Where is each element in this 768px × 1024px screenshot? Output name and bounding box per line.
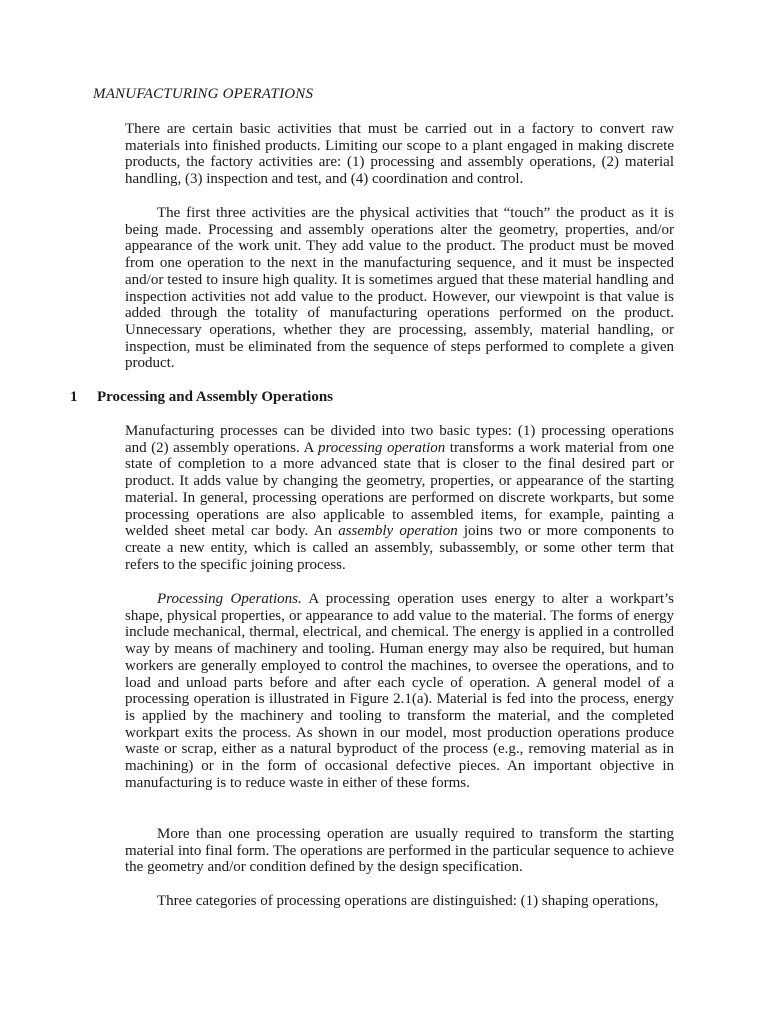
p4-body: A processing operation uses energy to alter a workpart’s shape, physical properties, or appearance to add value to the material. The forms of energy include mechanical, thermal, electrical, and chemical. The energy is applied in a controlled way by means of machinery and tooling. Human energy may also be required, but human workers are generally employed to control the machines, to oversee the operations, and to load and unload parts before and after each cycle of operation. A general model of a processing operation is illustrated in Figure 2.1(a). Material is fed into the process, energy is applied by the machinery and tooling to transform the material, and the completed workpart exits the process. As shown in our model, most production operations produce waste or scrap, either as a natural byproduct of the process (e.g., removing material as in machining) or in the form of occasional defective pieces. An important objective in manufacturing is to reduce waste in either of these forms. xyxy=(125,591,674,791)
section-number: 1 xyxy=(70,389,78,405)
paragraph-sequence: More than one processing operation are usually required to transform the starting material into final form. The operations are performed in the particular sequence to achieve the geometry and/or condition defined by the design specification. xyxy=(125,826,674,876)
section-heading xyxy=(70,389,333,406)
p3-text-3: joins two or more components to create a new entity, which is called an assembly, subassembly, or some other term that refers to the specific joining process. xyxy=(125,523,674,573)
p3-text-2: transforms a work material from one state of completion to a more advanced state that is closer to the final desired part or product. It adds value by changing the geometry, properties, or appearance of the starting material. In general, processing operations are performed on discrete workparts, but some processing operations are also applicable to assembled items, for example, painting a welded sheet metal car body. An xyxy=(125,439,674,540)
paragraph-categories: Three categories of processing operations are distinguished: (1) shaping operations, xyxy=(157,893,659,909)
paragraph-processing-operations xyxy=(125,591,674,791)
paragraph-processing-assembly xyxy=(125,423,674,573)
run-in-heading-processing-operations: Processing Operations. xyxy=(157,591,302,607)
section-title: Processing and Assembly Operations xyxy=(97,389,333,405)
intro-paragraph-2: The first three activities are the physical activities that “touch” the product as it is being made. Processing and assembly operations alter the geometry, properties, and/or appearance of the work unit. They add value to the product. The product must be moved from one operation to the next in the manufacturing sequence, and it must be inspected and/or tested to insure high quality. It is sometimes argued that these material handling and inspection activities not add value to the product. However, our viewpoint is that value is added through the totality of manufacturing operations performed on the product. Unnecessary operations, whether they are processing, assembly, material handling, or inspection, must be eliminated from the sequence of steps performed to complete a given product. xyxy=(125,205,674,372)
intro-paragraph-1: There are certain basic activities that must be carried out in a factory to convert raw materials into finished products. Limiting our scope to a plant engaged in making discrete products, the factory activities are: (1) processing and assembly operations, (2) material handling, (3) inspection and test, and (4) coordination and control. xyxy=(125,121,674,188)
document-title: MANUFACTURING OPERATIONS xyxy=(93,86,314,102)
term-assembly-operation: assembly operation xyxy=(338,523,458,540)
term-processing-operation: processing operation xyxy=(317,439,446,456)
p3-text-1: Manufacturing processes can be divided into two basic types: (1) processing operations and (2) assembly operations. A xyxy=(125,423,674,456)
